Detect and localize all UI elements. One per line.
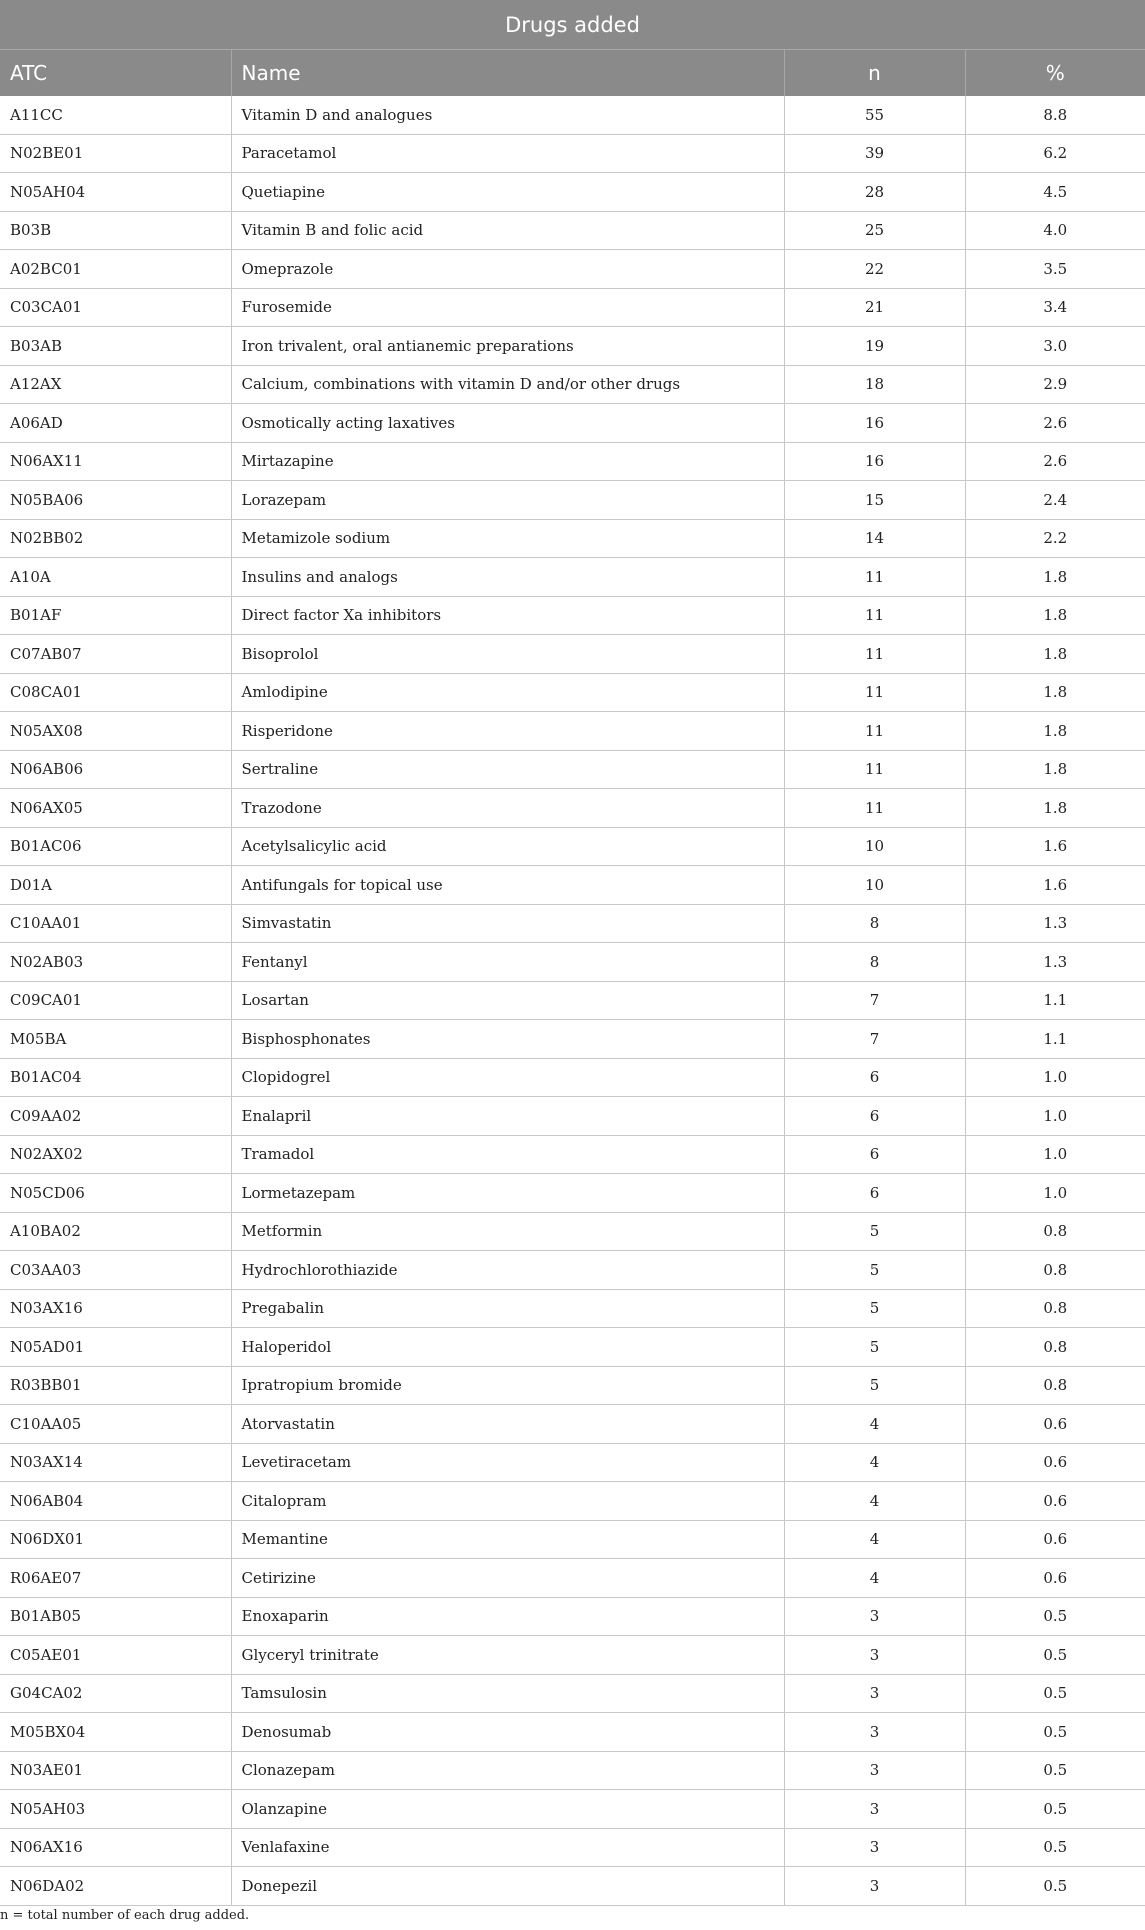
table-row [0, 211, 1145, 250]
atc-cell: C08CA01 [0, 673, 231, 712]
percent-cell: 3.4 [965, 288, 1145, 327]
percent-cell: 8.8 [965, 96, 1145, 134]
name-cell: Clopidogrel [231, 1058, 784, 1097]
percent-cell: 1.8 [965, 789, 1145, 828]
atc-cell: C10AA05 [0, 1405, 231, 1444]
n-cell: 4 [784, 1520, 965, 1559]
name-cell: Enalapril [231, 1097, 784, 1136]
n-cell: 3 [784, 1790, 965, 1829]
name-cell: Amlodipine [231, 673, 784, 712]
atc-cell: G04CA02 [0, 1674, 231, 1713]
n-cell: 18 [784, 365, 965, 404]
atc-cell: N06AX16 [0, 1828, 231, 1867]
name-cell: Haloperidol [231, 1328, 784, 1367]
table-row [0, 1867, 1145, 1906]
name-cell: Insulins and analogs [231, 558, 784, 597]
percent-cell: 1.1 [965, 1020, 1145, 1059]
n-cell: 16 [784, 404, 965, 443]
name-cell: Enoxaparin [231, 1597, 784, 1636]
header-row [0, 50, 1145, 97]
n-cell: 11 [784, 789, 965, 828]
n-cell: 3 [784, 1597, 965, 1636]
atc-cell: N03AX16 [0, 1289, 231, 1328]
name-cell: Risperidone [231, 712, 784, 751]
percent-cell: 0.5 [965, 1828, 1145, 1867]
atc-cell: N06DX01 [0, 1520, 231, 1559]
atc-cell: N05CD06 [0, 1174, 231, 1213]
table-title: Drugs added [0, 0, 1145, 50]
n-cell: 15 [784, 481, 965, 520]
table-row [0, 173, 1145, 212]
name-cell: Quetiapine [231, 173, 784, 212]
n-cell: 10 [784, 866, 965, 905]
table-row [0, 1058, 1145, 1097]
n-cell: 3 [784, 1713, 965, 1752]
percent-cell: 0.6 [965, 1482, 1145, 1521]
atc-cell: C09CA01 [0, 981, 231, 1020]
table-row [0, 442, 1145, 481]
percent-cell: 6.2 [965, 134, 1145, 173]
name-cell: Iron trivalent, oral antianemic preparations [231, 327, 784, 366]
percent-cell: 0.5 [965, 1713, 1145, 1752]
n-cell: 10 [784, 827, 965, 866]
percent-cell: 0.8 [965, 1251, 1145, 1290]
percent-cell: 0.5 [965, 1751, 1145, 1790]
table-row [0, 1790, 1145, 1829]
table-row [0, 1559, 1145, 1598]
name-cell: Tamsulosin [231, 1674, 784, 1713]
table-row [0, 1289, 1145, 1328]
percent-cell: 1.0 [965, 1174, 1145, 1213]
percent-cell: 0.5 [965, 1867, 1145, 1906]
table-row [0, 596, 1145, 635]
percent-cell: 3.5 [965, 250, 1145, 289]
table-row [0, 635, 1145, 674]
n-cell: 5 [784, 1251, 965, 1290]
percent-cell: 0.5 [965, 1636, 1145, 1675]
name-cell: Simvastatin [231, 904, 784, 943]
table-row [0, 250, 1145, 289]
name-cell: Olanzapine [231, 1790, 784, 1829]
atc-cell: N05AH04 [0, 173, 231, 212]
name-cell: Acetylsalicylic acid [231, 827, 784, 866]
atc-cell: R03BB01 [0, 1366, 231, 1405]
n-cell: 11 [784, 750, 965, 789]
table-row [0, 943, 1145, 982]
n-cell: 6 [784, 1058, 965, 1097]
table-row [0, 1405, 1145, 1444]
percent-cell: 1.3 [965, 943, 1145, 982]
name-cell: Lorazepam [231, 481, 784, 520]
percent-cell: 1.1 [965, 981, 1145, 1020]
n-cell: 11 [784, 596, 965, 635]
percent-cell: 1.8 [965, 596, 1145, 635]
atc-cell: A10A [0, 558, 231, 597]
n-cell: 55 [784, 96, 965, 134]
name-cell: Metamizole sodium [231, 519, 784, 558]
percent-cell: 4.0 [965, 211, 1145, 250]
table-row [0, 1135, 1145, 1174]
atc-cell: C03CA01 [0, 288, 231, 327]
table-row [0, 1713, 1145, 1752]
table-row [0, 1366, 1145, 1405]
table-row [0, 1251, 1145, 1290]
percent-cell: 1.3 [965, 904, 1145, 943]
table-row [0, 1597, 1145, 1636]
percent-cell: 2.6 [965, 404, 1145, 443]
table-row [0, 1097, 1145, 1136]
n-cell: 22 [784, 250, 965, 289]
name-cell: Pregabalin [231, 1289, 784, 1328]
name-cell: Furosemide [231, 288, 784, 327]
percent-cell: 1.8 [965, 635, 1145, 674]
atc-cell: C03AA03 [0, 1251, 231, 1290]
n-cell: 11 [784, 558, 965, 597]
n-cell: 4 [784, 1482, 965, 1521]
name-cell: Vitamin B and folic acid [231, 211, 784, 250]
atc-cell: M05BA [0, 1020, 231, 1059]
table-row [0, 1328, 1145, 1367]
percent-cell: 0.8 [965, 1366, 1145, 1405]
name-cell: Clonazepam [231, 1751, 784, 1790]
percent-cell: 1.6 [965, 866, 1145, 905]
atc-cell: B01AC06 [0, 827, 231, 866]
percent-cell: 0.8 [965, 1212, 1145, 1251]
atc-cell: N06AX05 [0, 789, 231, 828]
name-cell: Fentanyl [231, 943, 784, 982]
atc-cell: B01AB05 [0, 1597, 231, 1636]
table-row [0, 558, 1145, 597]
name-cell: Atorvastatin [231, 1405, 784, 1444]
n-cell: 16 [784, 442, 965, 481]
column-header-n: n [784, 50, 965, 97]
percent-cell: 0.5 [965, 1674, 1145, 1713]
name-cell: Donepezil [231, 1867, 784, 1906]
name-cell: Tramadol [231, 1135, 784, 1174]
name-cell: Denosumab [231, 1713, 784, 1752]
table-row [0, 1482, 1145, 1521]
n-cell: 14 [784, 519, 965, 558]
table-row [0, 96, 1145, 134]
n-cell: 11 [784, 712, 965, 751]
n-cell: 21 [784, 288, 965, 327]
atc-cell: N02BB02 [0, 519, 231, 558]
table-row [0, 1828, 1145, 1867]
atc-cell: B03AB [0, 327, 231, 366]
percent-cell: 0.6 [965, 1559, 1145, 1598]
name-cell: Levetiracetam [231, 1443, 784, 1482]
table-row [0, 1636, 1145, 1675]
name-cell: Losartan [231, 981, 784, 1020]
name-cell: Calcium, combinations with vitamin D and/or other drugs [231, 365, 784, 404]
percent-cell: 2.9 [965, 365, 1145, 404]
percent-cell: 0.6 [965, 1443, 1145, 1482]
atc-cell: N02AB03 [0, 943, 231, 982]
table-row [0, 404, 1145, 443]
percent-cell: 0.5 [965, 1597, 1145, 1636]
table-footnote: n = total number of each drug added. [0, 1908, 250, 1923]
table-row [0, 1174, 1145, 1213]
name-cell: Sertraline [231, 750, 784, 789]
table-row [0, 904, 1145, 943]
n-cell: 7 [784, 1020, 965, 1059]
name-cell: Paracetamol [231, 134, 784, 173]
table-row [0, 981, 1145, 1020]
atc-cell: N02AX02 [0, 1135, 231, 1174]
table-row [0, 288, 1145, 327]
table-row [0, 1212, 1145, 1251]
table-row [0, 1674, 1145, 1713]
atc-cell: N06AB04 [0, 1482, 231, 1521]
atc-cell: N05AD01 [0, 1328, 231, 1367]
atc-cell: N06AX11 [0, 442, 231, 481]
atc-cell: C10AA01 [0, 904, 231, 943]
table-row [0, 1520, 1145, 1559]
table-row [0, 789, 1145, 828]
percent-cell: 1.8 [965, 673, 1145, 712]
column-header-percent: % [965, 50, 1145, 97]
name-cell: Metformin [231, 1212, 784, 1251]
n-cell: 6 [784, 1097, 965, 1136]
n-cell: 3 [784, 1867, 965, 1906]
table-row [0, 134, 1145, 173]
percent-cell: 1.6 [965, 827, 1145, 866]
table-row [0, 827, 1145, 866]
atc-cell: C09AA02 [0, 1097, 231, 1136]
table-row [0, 1020, 1145, 1059]
percent-cell: 0.6 [965, 1405, 1145, 1444]
table-row [0, 481, 1145, 520]
percent-cell: 1.8 [965, 712, 1145, 751]
percent-cell: 0.8 [965, 1328, 1145, 1367]
name-cell: Bisoprolol [231, 635, 784, 674]
column-header-atc: ATC [0, 50, 231, 97]
n-cell: 8 [784, 904, 965, 943]
atc-cell: B03B [0, 211, 231, 250]
n-cell: 5 [784, 1289, 965, 1328]
atc-cell: N02BE01 [0, 134, 231, 173]
table-row [0, 750, 1145, 789]
percent-cell: 3.0 [965, 327, 1145, 366]
n-cell: 5 [784, 1212, 965, 1251]
percent-cell: 0.8 [965, 1289, 1145, 1328]
table-row [0, 519, 1145, 558]
name-cell: Vitamin D and analogues [231, 96, 784, 134]
n-cell: 4 [784, 1443, 965, 1482]
table-body [0, 96, 1145, 1905]
percent-cell: 1.8 [965, 558, 1145, 597]
atc-cell: A12AX [0, 365, 231, 404]
name-cell: Lormetazepam [231, 1174, 784, 1213]
name-cell: Osmotically acting laxatives [231, 404, 784, 443]
n-cell: 5 [784, 1328, 965, 1367]
name-cell: Trazodone [231, 789, 784, 828]
atc-cell: N06AB06 [0, 750, 231, 789]
atc-cell: N06DA02 [0, 1867, 231, 1906]
n-cell: 6 [784, 1135, 965, 1174]
atc-cell: N03AE01 [0, 1751, 231, 1790]
n-cell: 39 [784, 134, 965, 173]
name-cell: Memantine [231, 1520, 784, 1559]
n-cell: 3 [784, 1828, 965, 1867]
atc-cell: B01AF [0, 596, 231, 635]
table-row [0, 1751, 1145, 1790]
atc-cell: M05BX04 [0, 1713, 231, 1752]
name-cell: Hydrochlorothiazide [231, 1251, 784, 1290]
table-row [0, 327, 1145, 366]
table-row [0, 365, 1145, 404]
n-cell: 3 [784, 1674, 965, 1713]
name-cell: Mirtazapine [231, 442, 784, 481]
percent-cell: 1.0 [965, 1058, 1145, 1097]
atc-cell: A10BA02 [0, 1212, 231, 1251]
n-cell: 8 [784, 943, 965, 982]
atc-cell: D01A [0, 866, 231, 905]
name-cell: Direct factor Xa inhibitors [231, 596, 784, 635]
n-cell: 28 [784, 173, 965, 212]
n-cell: 3 [784, 1636, 965, 1675]
atc-cell: B01AC04 [0, 1058, 231, 1097]
atc-cell: A11CC [0, 96, 231, 134]
name-cell: Citalopram [231, 1482, 784, 1521]
percent-cell: 2.2 [965, 519, 1145, 558]
name-cell: Antifungals for topical use [231, 866, 784, 905]
name-cell: Venlafaxine [231, 1828, 784, 1867]
n-cell: 7 [784, 981, 965, 1020]
n-cell: 19 [784, 327, 965, 366]
table-row [0, 712, 1145, 751]
table-row [0, 866, 1145, 905]
percent-cell: 0.6 [965, 1520, 1145, 1559]
atc-cell: A02BC01 [0, 250, 231, 289]
atc-cell: N05AH03 [0, 1790, 231, 1829]
n-cell: 5 [784, 1366, 965, 1405]
atc-cell: N03AX14 [0, 1443, 231, 1482]
table-row [0, 1443, 1145, 1482]
n-cell: 4 [784, 1405, 965, 1444]
name-cell: Cetirizine [231, 1559, 784, 1598]
n-cell: 3 [784, 1751, 965, 1790]
name-cell: Ipratropium bromide [231, 1366, 784, 1405]
n-cell: 11 [784, 673, 965, 712]
atc-cell: A06AD [0, 404, 231, 443]
name-cell: Bisphosphonates [231, 1020, 784, 1059]
n-cell: 11 [784, 635, 965, 674]
column-header-name: Name [231, 50, 784, 97]
name-cell: Omeprazole [231, 250, 784, 289]
atc-cell: N05AX08 [0, 712, 231, 751]
table-row [0, 673, 1145, 712]
percent-cell: 1.8 [965, 750, 1145, 789]
percent-cell: 0.5 [965, 1790, 1145, 1829]
atc-cell: C05AE01 [0, 1636, 231, 1675]
name-cell: Glyceryl trinitrate [231, 1636, 784, 1675]
percent-cell: 4.5 [965, 173, 1145, 212]
atc-cell: R06AE07 [0, 1559, 231, 1598]
n-cell: 25 [784, 211, 965, 250]
percent-cell: 2.4 [965, 481, 1145, 520]
atc-cell: C07AB07 [0, 635, 231, 674]
percent-cell: 1.0 [965, 1097, 1145, 1136]
n-cell: 4 [784, 1559, 965, 1598]
atc-cell: N05BA06 [0, 481, 231, 520]
percent-cell: 1.0 [965, 1135, 1145, 1174]
n-cell: 6 [784, 1174, 965, 1213]
percent-cell: 2.6 [965, 442, 1145, 481]
